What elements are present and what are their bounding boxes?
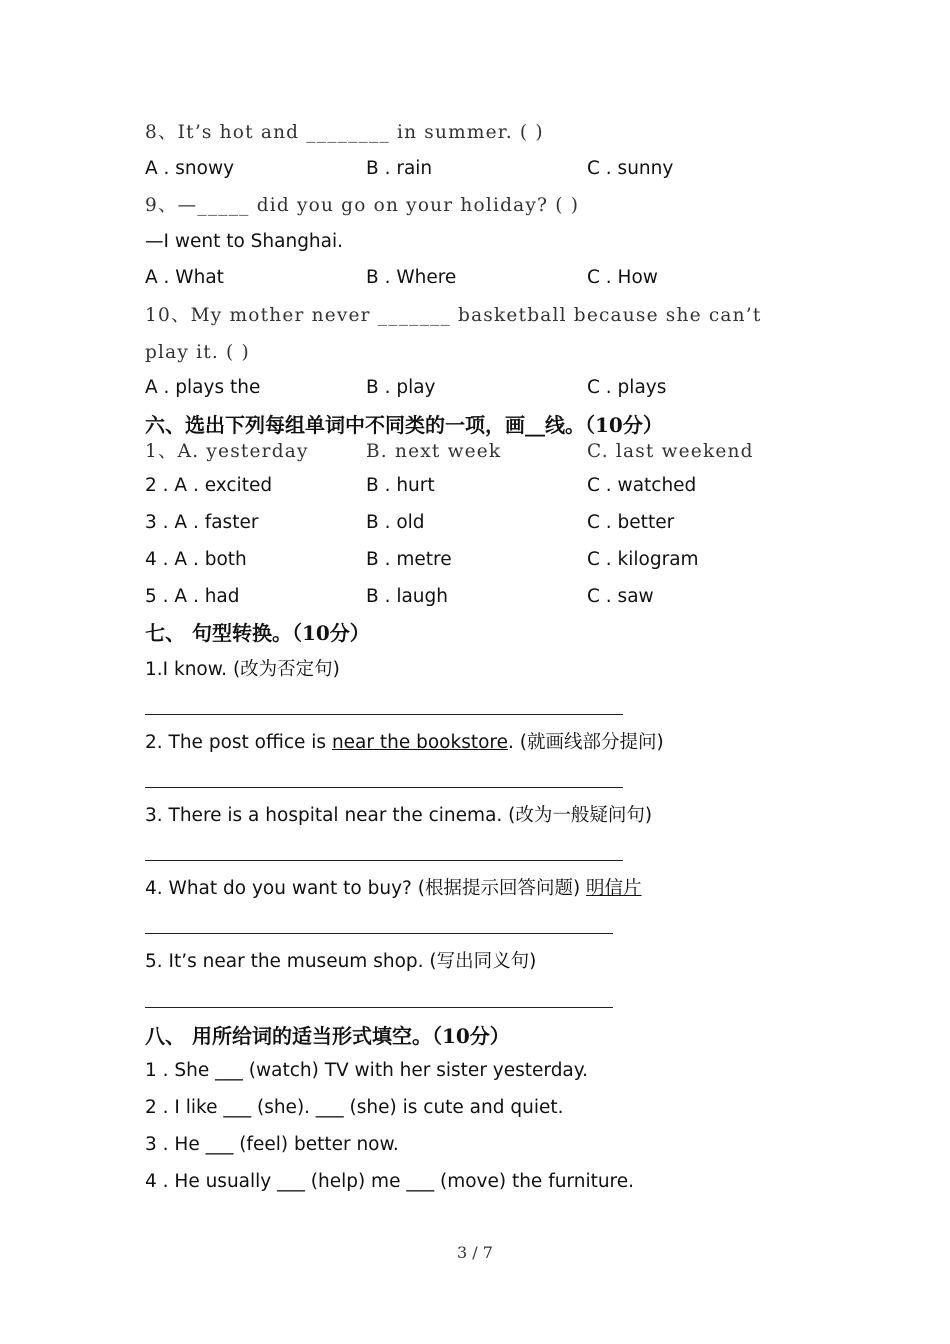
question-9: 9、—_____ did you go on your holiday? ( ) bbox=[145, 195, 580, 216]
answer-line[interactable] bbox=[145, 860, 623, 861]
fill-item-4: 4 . He usually ___ (help) me ___ (move) the furniture. bbox=[145, 1171, 635, 1192]
transform-2 bbox=[145, 731, 664, 755]
row-option-a: 1、A. yesterday bbox=[145, 441, 309, 462]
fill-item-2: 2 . I like ___ (she). ___ (she) is cute and quiet. bbox=[145, 1097, 564, 1118]
row-option-b: B . metre bbox=[366, 549, 452, 570]
answer-line[interactable] bbox=[145, 933, 613, 934]
question-8: 8、It’s hot and ________ in summer. ( ) bbox=[145, 122, 544, 143]
fill-item-3: 3 . He ___ (feel) better now. bbox=[145, 1134, 399, 1155]
row-option-b: B. next week bbox=[366, 441, 502, 462]
row-option-c: C. last weekend bbox=[587, 441, 754, 462]
row-option-b: B . old bbox=[366, 512, 425, 533]
option-a: A . What bbox=[145, 267, 224, 288]
option-a: A . snowy bbox=[145, 158, 235, 179]
option-b: B . rain bbox=[366, 158, 433, 179]
question-10: 10、My mother never _______ basketball because she can’t bbox=[145, 305, 762, 326]
option-a: A . plays the bbox=[145, 377, 261, 398]
row-option-a: 4 . A . both bbox=[145, 549, 247, 570]
transform-4 bbox=[145, 877, 642, 901]
transform-3: 3. There is a hospital near the cinema. (改为一般疑问句) bbox=[145, 805, 653, 826]
row-option-a: 5 . A . had bbox=[145, 586, 240, 607]
page-number: 3 / 7 bbox=[457, 1243, 493, 1262]
row-option-a: 2 . A . excited bbox=[145, 475, 273, 496]
transform-2-hint: . (就画线部分提问) bbox=[508, 732, 664, 753]
fill-item-1: 1 . She ___ (watch) TV with her sister yesterday. bbox=[145, 1060, 588, 1081]
row-option-b: B . hurt bbox=[366, 475, 435, 496]
question-9-answer: —I went to Shanghai. bbox=[145, 231, 344, 252]
row-option-c: C . better bbox=[587, 512, 675, 533]
option-c: C . plays bbox=[587, 377, 667, 398]
section-8-title: 八、 用所给词的适当形式填空。（10分） bbox=[145, 1024, 510, 1048]
transform-5: 5. It’s near the museum shop. (写出同义句) bbox=[145, 951, 537, 972]
option-c: C . sunny bbox=[587, 158, 674, 179]
transform-1: 1.I know. (改为否定句) bbox=[145, 659, 340, 680]
row-option-c: C . saw bbox=[587, 586, 654, 607]
row-option-c: C . kilogram bbox=[587, 549, 699, 570]
section-6-title: 六、选出下列每组单词中不同类的一项，画__线。（10分） bbox=[145, 413, 663, 437]
row-option-b: B . laugh bbox=[366, 586, 449, 607]
row-option-c: C . watched bbox=[587, 475, 697, 496]
question-10-cont: play it. ( ) bbox=[145, 342, 250, 363]
option-c: C . How bbox=[587, 267, 658, 288]
option-b: B . play bbox=[366, 377, 436, 398]
answer-line[interactable] bbox=[145, 1007, 613, 1008]
hint-word: 明信片 bbox=[586, 878, 642, 899]
transform-2-text: 2. The post office is bbox=[145, 732, 332, 753]
row-option-a: 3 . A . faster bbox=[145, 512, 259, 533]
answer-line[interactable] bbox=[145, 714, 623, 715]
transform-4-text: 4. What do you want to buy? (根据提示回答问题) bbox=[145, 878, 587, 899]
option-b: B . Where bbox=[366, 267, 457, 288]
section-7-title: 七、 句型转换。（10分） bbox=[145, 621, 370, 645]
underlined-phrase: near the bookstore bbox=[331, 732, 509, 753]
answer-line[interactable] bbox=[145, 787, 623, 788]
